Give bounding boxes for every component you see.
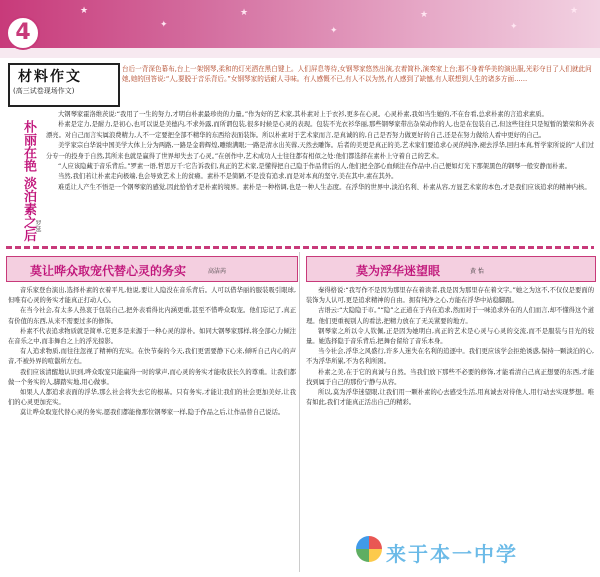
column-divider: [299, 252, 300, 572]
article2-author: 高洁芮: [208, 268, 227, 275]
paragraph: 朴素是定力,是耐力,是初心,也可以说是美德内,不求外露,而所谓包装,很多时候是心灵的表现。包装不光衣衫华丽,那些钢琴家带出杂荣动作的人,也是在包装自己,但这些往往只是短暂的繁荣和外表漂亮。对自己而言实属浪费精力,人不一定要把全部不精华的东西给表面装饰。所以朴素对于艺术家而言,是真诚的的,自己是否努力做更好的自己,还是在努力做给人看中更好的自己。: [46, 121, 594, 139]
paragraph: 我们应该清醒地认识到,哗众取宠只能赢得一时的掌声,而心灵的务实才能收获长久的尊重。让我们都做一个务实的人,脚踏实地,用心做事。: [8, 368, 296, 386]
article3-header: [306, 256, 596, 282]
paragraph: 有人追求物质,而往往忽视了精神的充实。在快节奏的今天,我们更需要静下心来,倾听自己内心的声音,不被外界的喧嚣所左右。: [8, 348, 296, 366]
paragraph: 难觅让人产生不悟是一个钢琴家的感觉,因此恰恰才是朴素的境界。素朴是一种格调,也是一种人生态度。在浮华的世界中,淡泊名利、朴素从容,方显艺术家的本色,才是我们应该追求的精神内核。: [58, 183, 591, 191]
section-subtitle: (高三试卷现场作文): [13, 87, 75, 95]
article2-body: [8, 286, 296, 419]
article1-body: [46, 110, 594, 193]
paragraph: 朴素之美,在于它的真诚与自然。当我们放下那些不必要的修饰,才能看清自己真正想要的东西,才能找到属于自己的那份宁静与从容。: [306, 368, 594, 386]
star-icon: ✦: [160, 20, 168, 30]
star-icon: ★: [420, 10, 429, 20]
paragraph: 秦得格说:“我写作不是因为那里存在着读者,我是因为那里存在着文字。”她之为这不,不仅仅是要面的装饰为人认可,更是追求精神的自由。拥有纯净之心,方能在浮华中站稳脚跟。: [306, 287, 594, 305]
section-divider: [6, 246, 594, 249]
prompt-text: 台后一背深色幕布,台上一架钢琴,柔和的灯光洒在黑白键上。人们屏息等待,女钢琴家悠然出演,衣着简朴,演奏家上台;那不身着华美的演出服,光彩夺目了人们就此问她,她的回答说:“人,要脱于音乐背后。”女钢琴家的话耐人寻味。有人感慨不已,有人不以为然,有人感到了缺憾,有人联想到人生的诸多方面……: [122, 65, 592, 83]
article2-title: 莫让哗众取宠代替心灵的务实: [30, 264, 187, 278]
paragraph: 朴素不代表追求物质就是简单,它更多是来源于一种心灵的淳朴。如同大钢琴家那样,将全部心力倾注在音乐之中,而非舞台之上的浮光掠影。: [8, 327, 296, 346]
star-icon: ★: [240, 8, 249, 18]
paragraph: “人应该隐藏于音乐背后。”罗素一语,哲思万千:它告诉我们,真正的艺术家,是懂得把自己隐于作品背后的人,他们把全部心血倾注在作品中,自己便如灯光下那架黑色的钢琴一般安静而朴素。: [58, 163, 571, 171]
watermark: 来于本一中学: [386, 542, 518, 566]
section-title: 材料作文: [18, 69, 82, 85]
article3-body: [306, 286, 594, 408]
issue-number: 4: [6, 16, 40, 50]
watermark-logo-icon: [356, 536, 382, 562]
paragraph: 美学家宗白华说中国美学大体上分为两路,一路是金碧辉煌,雕缋满眼;一路是清水出芙蓉,天然去雕饰。后者的美更是真正的美,艺术家们要追求心灵的纯净,褪去浮华,回归本真,哲学家所说的“人们过分专一的投身于自然,其所来也就是赢得了世界却失去了心灵。”在创作中,艺术成功人士往往都有相似之处:他们都选择在素朴上守着自己的艺术。: [46, 142, 594, 160]
star-icon: ★: [570, 6, 579, 16]
paragraph: 音乐家登台演出,选择朴素的衣着平凡,他说,要让人隐没在音乐背后。人可以借华丽的服装吸引眼球,但唯有心灵的务实才能真正打动人心。: [8, 287, 296, 305]
paragraph: 如果人人都追求表面的浮华,那么社会将失去它的根基。只有务实,才能让我们的社会更加美好,让我们的心灵更加充实。: [8, 389, 296, 407]
article3-title: 莫为浮华迷望眼: [356, 264, 441, 278]
paragraph: 所以,莫为浮华迷望眼,让我们用一颗朴素的心去感受生活,用真诚去对待他人,用行动去实现梦想。唯有如此,我们才能真正活出自己的精彩。: [306, 389, 594, 407]
star-icon: ✦: [510, 22, 518, 32]
article3-author: 黄 怡: [470, 268, 484, 275]
article1-title: 朴丽在艳 淡泊素之后: [21, 120, 36, 242]
paragraph: 当然,我们若让朴素走向极端,也会导致艺术上的贫瘠。素朴不是简陋,不是没有追求,而是对本真的坚守,美在其中,素在其外。: [58, 173, 398, 181]
paragraph: 大钢琴家霍洛维茨说:“我用了一生的努力,才明白朴素最珍贵的力量。”作为好的艺术家,其朴素对上于衣衫,更多在心灵。心灵朴素,我如当生她的,不在台看,总求朴素的言追求素质。: [58, 111, 548, 118]
paragraph: 当今社会,浮华之风盛行,许多人迷失在名利的追逐中。我们更应该学会拒绝诱惑,保持一颗淡泊的心,不为浮华所累,不为名利所困。: [306, 348, 594, 366]
article1-author: 罗延: [34, 220, 41, 232]
paragraph: 在当今社会,有太多人热衷于包装自己,把外表看得比内涵更重,甚至不惜哗众取宠。他们忘记了,真正有价值的东西,从来不需要过多的修饰。: [8, 307, 296, 325]
star-icon: ★: [80, 6, 89, 16]
star-icon: ✦: [330, 26, 338, 36]
paragraph: 钢琴家之所以令人钦佩,正是因为她明白,真正的艺术是心灵与心灵的交流,而不是服装与目光的较量。她选择隐于音乐背后,把舞台留给了音乐本身。: [306, 327, 594, 346]
paragraph: 古语云:“大隐隐于市。”“隐”之正道在于内在追求,然而对于一味追求外在的人们而言,却不懂得这个道理。他们更重视别人的看法,把精力放在了无关紧要的地方。: [306, 307, 594, 325]
paragraph: 莫让哗众取宠代替心灵的务实,愿我们都能像那位钢琴家一样,隐于作品之后,让作品替自己说话。: [20, 409, 285, 417]
banner-band: [0, 48, 600, 58]
